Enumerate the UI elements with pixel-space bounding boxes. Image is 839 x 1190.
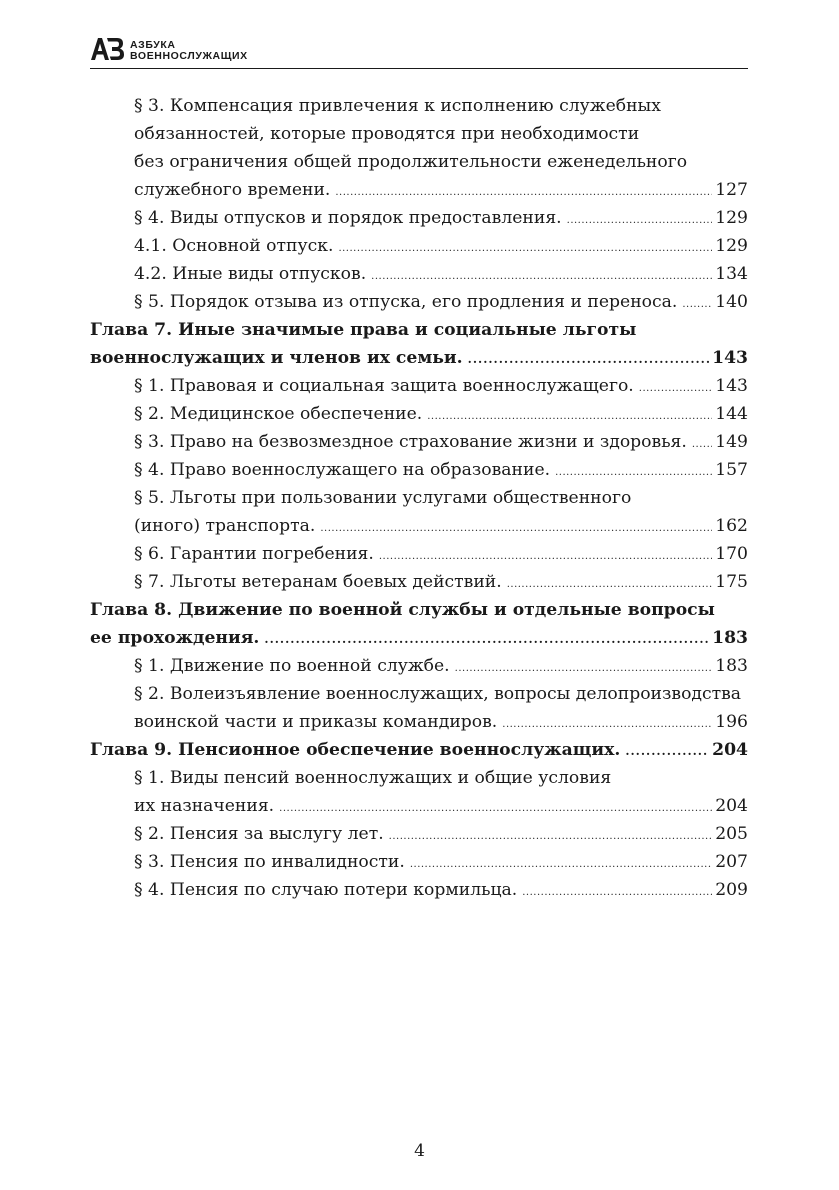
toc-entry-text: § 6. Гарантии погребения. [134,544,374,564]
toc-entry-text: § 4. Право военнослужащего на образование. [134,460,551,480]
dot-leader [522,879,712,907]
toc-chapter-line [90,316,748,344]
toc-page-number: 209 [715,880,748,900]
dot-leader [320,515,712,543]
toc-entry-text: § 3. Пенсия по инвалидности. [134,852,405,872]
dot-leader [639,375,712,403]
dot-leader [335,179,712,207]
toc-page-number: 127 [715,180,748,200]
toc-section-line [90,680,748,708]
toc-page-number: 196 [715,712,748,732]
dot-leader [338,235,712,263]
dot-leader [264,625,709,653]
toc-page-number: 162 [715,516,748,536]
toc-section-line [90,792,748,820]
dot-leader [555,459,712,487]
toc-page-number: 157 [715,460,748,480]
dot-leader [502,711,712,739]
azbuka-logo-icon [90,36,124,62]
toc-page-number: 207 [715,852,748,872]
toc-page-number: 143 [715,376,748,396]
dot-leader [279,795,712,823]
toc-entry-text: § 3. Компенсация привлечения к исполнению служебных [134,96,661,116]
toc-section-line [90,820,748,848]
toc-section-line [90,260,748,288]
toc-entry-text: без ограничения общей продолжительности еженедельного [134,152,688,172]
toc-entry-text: § 4. Виды отпусков и порядок предоставления. [134,208,562,228]
toc-section-line [90,176,748,204]
toc-page-number: 129 [715,208,748,228]
toc-chapter-line [90,624,748,652]
toc-section-line [90,372,748,400]
toc-page-number: 175 [715,572,748,592]
toc-section-line [90,120,748,148]
toc-chapter-line [90,736,748,764]
toc-entry-text: служебного времени. [134,180,331,200]
toc-entry-text: § 7. Льготы ветеранам боевых действий. [134,572,502,592]
toc-section-line [90,512,748,540]
page-header [90,34,748,69]
toc-entry-text: (иного) транспорта. [134,516,316,536]
toc-section-line [90,764,748,792]
toc-chapter-line [90,596,748,624]
toc-section-line [90,288,748,316]
dot-leader [379,543,712,571]
dot-leader [692,431,712,459]
logo-line-2: ВОЕННОСЛУЖАЩИХ [130,50,248,62]
toc-page-number: 204 [712,740,748,760]
toc-page-number: 205 [715,824,748,844]
toc-section-line [90,204,748,232]
logo-line-1: АЗБУКА [130,39,176,51]
toc-entry-text: воинской части и приказы командиров. [134,712,498,732]
toc-section-line [90,652,748,680]
toc-section-line [90,92,748,120]
dot-leader [625,737,709,765]
toc-page-number: 183 [712,628,748,648]
toc-page-number: 170 [715,544,748,564]
toc-entry-text: 4.1. Основной отпуск. [134,236,334,256]
toc-page-number: 204 [715,796,748,816]
toc-page-number: 143 [712,348,748,368]
toc-section-line [90,876,748,904]
toc-page-number: 134 [715,264,748,284]
toc-entry-text: § 5. Льготы при пользовании услугами общественного [134,488,632,508]
dot-leader [468,345,709,373]
dot-leader [371,263,712,291]
dot-leader [682,291,712,319]
toc-entry-text: § 4. Пенсия по случаю потери кормильца. [134,880,518,900]
toc-page-number: 149 [715,432,748,452]
toc-section-line [90,456,748,484]
toc-section-line [90,428,748,456]
toc-entry-text: § 1. Правовая и социальная защита военнослужащего. [134,376,634,396]
toc-entry-text: § 3. Право на безвозмездное страхование жизни и здоровья. [134,432,687,452]
toc-section-line [90,540,748,568]
toc-entry-text: § 2. Медицинское обеспечение. [134,404,423,424]
dot-leader [567,207,713,235]
toc-section-line [90,848,748,876]
toc-chapter-line [90,344,748,372]
toc-entry-text: § 1. Виды пенсий военнослужащих и общие условия [134,768,612,788]
toc-entry-text: их назначения. [134,796,275,816]
toc-entry-text: § 2. Волеизъявление военнослужащих, вопросы делопроизводства [134,684,742,704]
toc-entry-text: военнослужащих и членов их семьи. [90,348,463,368]
toc-page-number: 129 [715,236,748,256]
dot-leader [507,571,712,599]
toc-entry-text: § 5. Порядок отзыва из отпуска, его продления и переноса. [134,292,678,312]
toc-page-number: 140 [715,292,748,312]
toc-entry-text: Глава 8. Движение по военной службы и отдельные вопросы [90,600,715,620]
toc-section-line [90,708,748,736]
toc-entry-text: 4.2. Иные виды отпусков. [134,264,367,284]
toc-entry-text: ее прохождения. [90,628,260,648]
toc-section-line [90,400,748,428]
toc-entry-text: § 2. Пенсия за выслугу лет. [134,824,384,844]
dot-leader [427,403,712,431]
toc-page-number: 144 [715,404,748,424]
toc-section-line [90,568,748,596]
toc-section-line [90,232,748,260]
page-number: 4 [414,1141,425,1161]
toc-entry-text: § 1. Движение по военной службе. [134,656,450,676]
dot-leader [455,655,713,683]
dot-leader [410,851,712,879]
toc-section-line [90,148,748,176]
toc-entry-text: Глава 9. Пенсионное обеспечение военнослужащих. [90,740,621,760]
toc-section-line [90,484,748,512]
table-of-contents [90,92,748,904]
dot-leader [389,823,713,851]
toc-entry-text: Глава 7. Иные значимые права и социальные льготы [90,320,637,340]
logo-wordmark [130,40,248,62]
toc-entry-text: обязанностей, которые проводятся при необходимости [134,124,640,144]
toc-page-number: 183 [715,656,748,676]
